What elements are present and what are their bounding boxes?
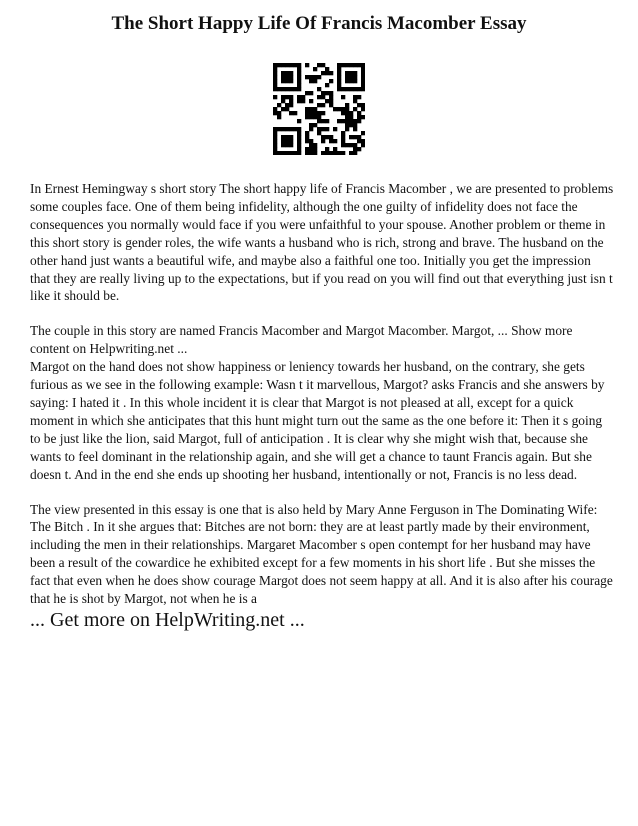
paragraph-couple: The couple in this story are named Francis Macomber and Margot Macomber. Margot, ... Show more content on Helpwriting.net ... <box>30 323 573 357</box>
paragraph-view: The view presented in this essay is one that is also held by Mary Anne Ferguson in The Dominating Wife: The Bitch . In it she argues that: Bitches are not born: they are at least partly made by their environment, including the men in their relationships. Margaret Macomber s open contempt for her husband may have been a result of the cowardice he exhibited except for a few moments in his short life . But she misses the fact that even when he does show courage Margot does not seem happy at all. And it is also after his courage that he is shot by Margot, not when he is a <box>30 501 613 607</box>
qr-code-icon <box>273 63 365 155</box>
get-more-link[interactable]: ... Get more on HelpWriting.net ... <box>30 609 305 631</box>
essay-body <box>30 180 614 625</box>
paragraph-intro: In Ernest Hemingway s short story The short happy life of Francis Macomber , we are presented to problems some couples face. One of them being infidelity, although the one guilty of infidelity does not face the consequences you normally would face if you were unfaithful to your spouse. Another problem or theme in this short story is gender roles, the wife wants a husband who is rich, strong and brave. The husband on the other hand just wants a beautiful wife, and maybe also a faithful one too. Initially you get the impression that they are really living up to the expectations, but if you read on you will find out that everything just isn t like it should be. <box>30 181 614 304</box>
paragraph-margot: Margot on the hand does not show happiness or leniency towards her husband, on the contrary, she gets furious as we see in the following example: Wasn t it marvellous, Margot? asks Francis and she answers by saying: I hated it . In this whole incident it is clear that Margot is not pleased at all, except for a quick moment in which she anticipates that this hunt might turn out the same as the one before it: Then it s going to be just like the lion, said Margot, full of anticipation . It is clear why she might wish that, because she wants to feel dominant in the relationship again, and she will get a chance to taunt Francis again. But she doesn t. And in the end she ends up shooting her husband, intentionally or not, Francis is no less dead. <box>30 359 605 482</box>
page-title: The Short Happy Life Of Francis Macomber Essay <box>111 13 527 34</box>
